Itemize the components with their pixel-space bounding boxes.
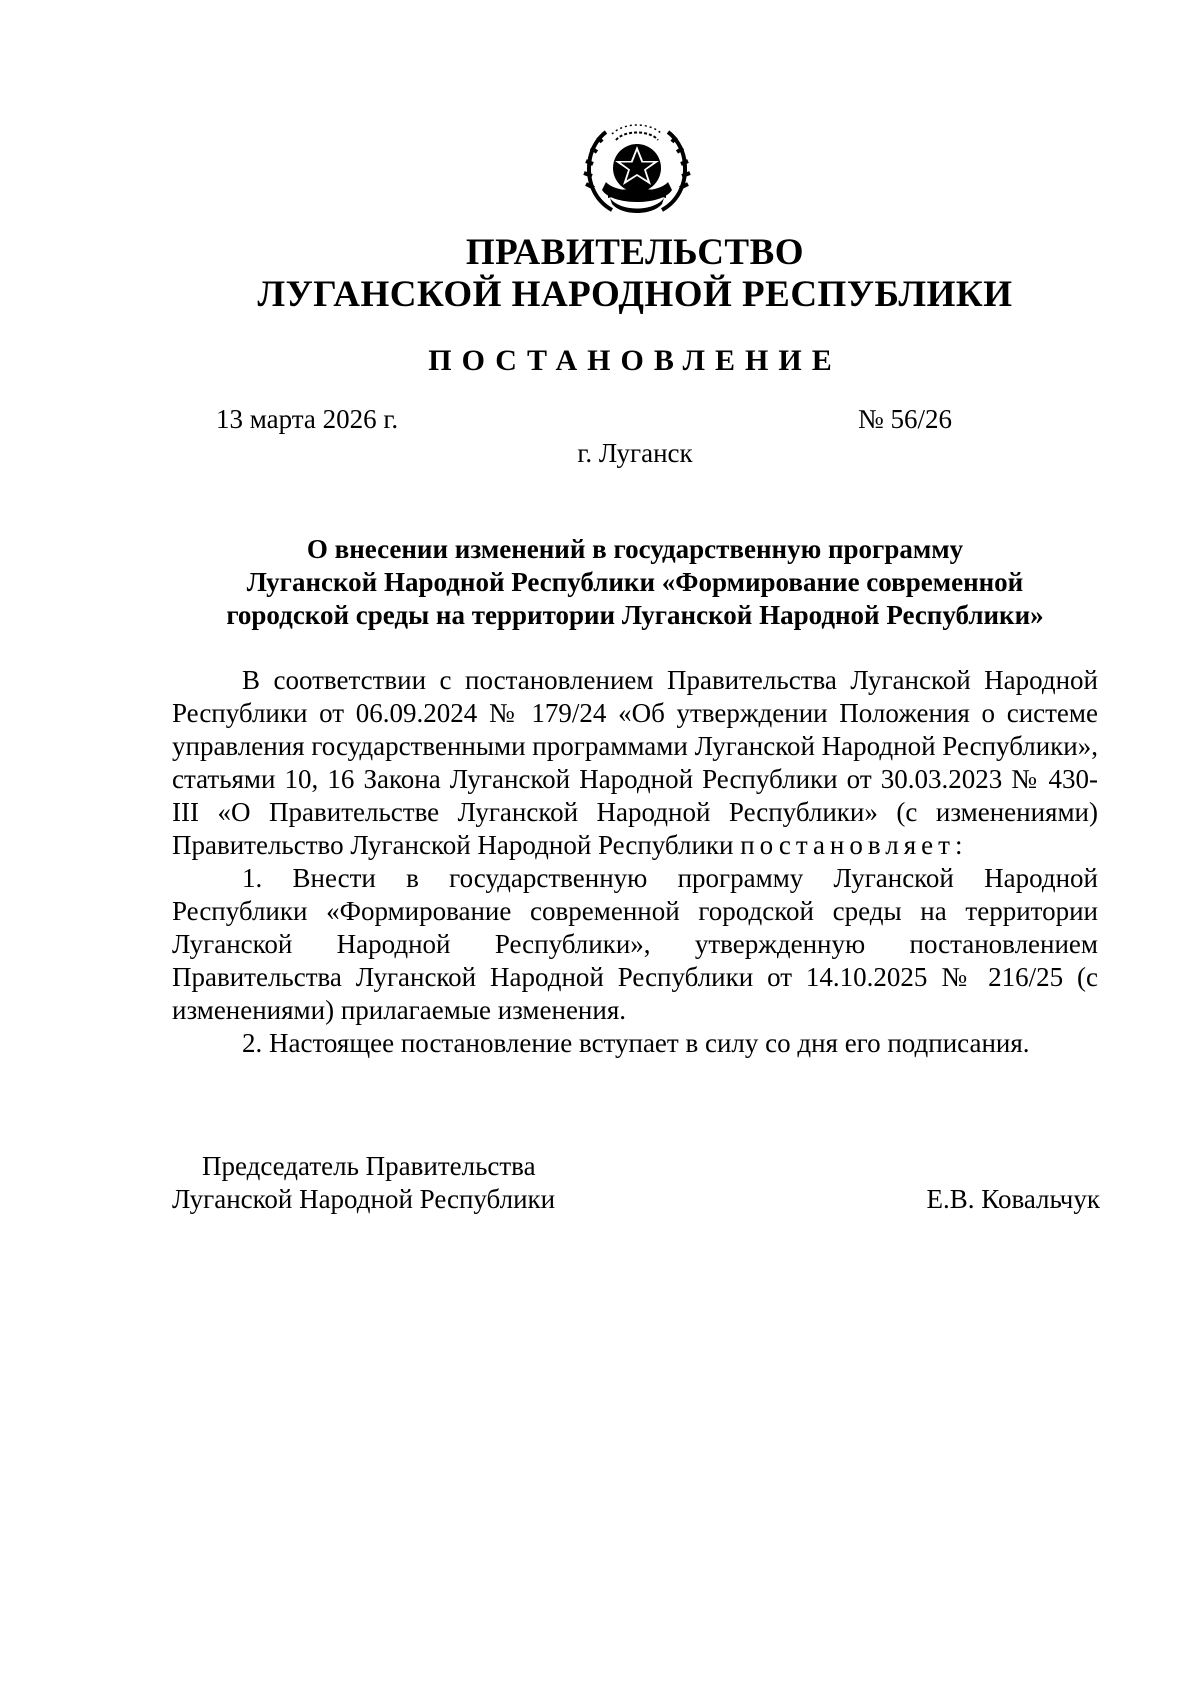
- subject-line-2: Луганской Народной Республики «Формирование современной: [246, 567, 1024, 597]
- item-1-paragraph: 1. Внести в государственную программу Луганской Народной Республики «Формирование современной городской среды на территории Луганской Народной Республики», утвержденную постановлением Правительства Луганской Народной Республики от 14.10.2025 № 216/25 (с изменениями) прилагаемые изменения.: [172, 863, 1098, 1025]
- preamble-text: В соответствии с постановлением Правительства Луганской Народной Республики от 06.09.2024 № 179/24 «Об утверждении Положения о системе управления государственными программами Луганской Народной Республики», статьями 10, 16 Закона Луганской Народной Республики от 30.03.2023 № 430-III «О Правительстве Луганской Народной Республики» (с изменениями) Правительство Луганской Народной Республики: [172, 665, 1098, 860]
- document-type-title: ПОСТАНОВЛЕНИЕ: [428, 344, 842, 377]
- signatory-position: [172, 1150, 555, 1216]
- signatory-name: Е.В. Ковальчук: [926, 1184, 1100, 1214]
- document-body: [172, 664, 1098, 1060]
- coat-of-arms-emblem-icon: [572, 118, 702, 218]
- document-date: 13 марта 2026 г.: [216, 404, 399, 434]
- signatory-position-line2: Луганской Народной Республики: [172, 1184, 556, 1214]
- document-city: г. Луганск: [577, 438, 693, 468]
- resolves-word: постановляет:: [740, 830, 968, 860]
- subject-line-1: О внесении изменений в государственную программу: [306, 534, 964, 564]
- document-subject: [172, 533, 1098, 632]
- government-name-line2: ЛУГАНСКОЙ НАРОДНОЙ РЕСПУБЛИКИ: [257, 274, 1013, 315]
- preamble-paragraph: [172, 664, 1098, 862]
- signatory-position-line1: Председатель Правительства: [202, 1151, 536, 1181]
- item-2-paragraph: 2. Настоящее постановление вступает в силу со дня его подписания.: [242, 1028, 1030, 1058]
- subject-line-3: городской среды на территории Луганской Народной Республики»: [226, 600, 1044, 630]
- document-number: № 56/26: [858, 404, 953, 434]
- government-name-line1: ПРАВИТЕЛЬСТВО: [465, 232, 805, 273]
